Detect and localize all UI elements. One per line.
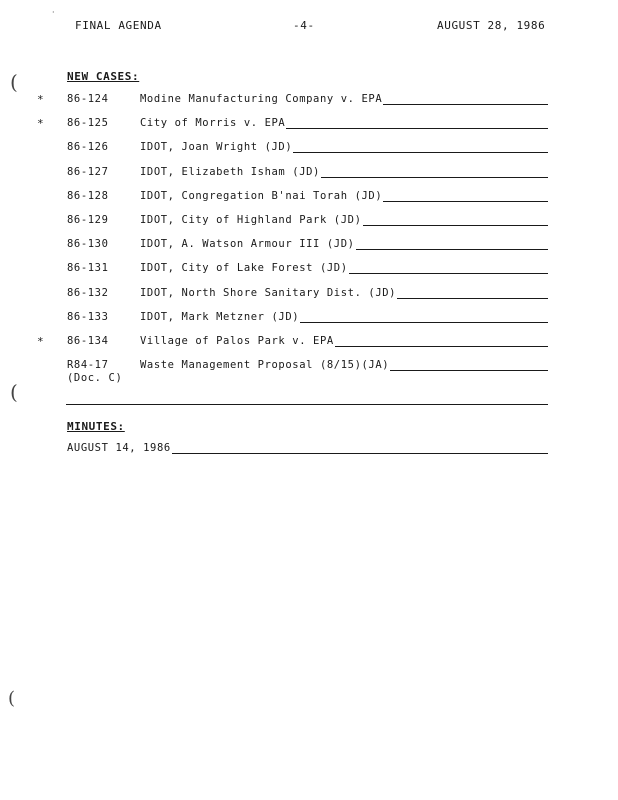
case-number-primary: 86-128 xyxy=(67,190,109,202)
fill-in-line xyxy=(286,118,548,129)
case-row xyxy=(0,311,618,331)
case-description-text: IDOT, Elizabeth Isham (JD) xyxy=(140,166,320,178)
case-number xyxy=(67,93,109,106)
case-description xyxy=(140,238,548,250)
case-number xyxy=(67,359,122,385)
case-row xyxy=(0,359,618,384)
case-row xyxy=(0,262,618,282)
case-description-text: IDOT, Mark Metzner (JD) xyxy=(140,311,300,323)
case-description-text: IDOT, North Shore Sanitary Dist. (JD) xyxy=(140,287,397,299)
case-row xyxy=(0,287,618,307)
case-description-text: IDOT, Congregation B'nai Torah (JD) xyxy=(140,190,383,202)
fill-in-line xyxy=(397,288,548,299)
fill-in-line xyxy=(335,336,548,347)
case-number xyxy=(67,335,109,348)
header-date: AUGUST 28, 1986 xyxy=(437,19,546,32)
punch-hole-mark: ( xyxy=(10,380,18,404)
fill-in-line xyxy=(383,94,548,105)
minutes-heading: MINUTES: xyxy=(67,420,125,433)
fill-in-line xyxy=(356,239,548,250)
case-description-text: Village of Palos Park v. EPA xyxy=(140,335,334,347)
section-divider xyxy=(66,404,548,405)
case-number xyxy=(67,214,109,227)
case-description-text: IDOT, Joan Wright (JD) xyxy=(140,141,293,153)
case-number-primary: 86-125 xyxy=(67,117,109,129)
fill-in-line xyxy=(363,215,549,226)
case-number xyxy=(67,190,109,203)
case-description-text: IDOT, A. Watson Armour III (JD) xyxy=(140,238,355,250)
case-description xyxy=(140,93,548,105)
case-row xyxy=(0,335,618,355)
punch-hole-mark: ( xyxy=(8,688,16,709)
case-row xyxy=(0,214,618,234)
case-description xyxy=(140,117,548,129)
case-description-text: IDOT, City of Lake Forest (JD) xyxy=(140,262,348,274)
case-number-primary: 86-132 xyxy=(67,287,109,299)
case-number-primary: 86-126 xyxy=(67,141,109,153)
case-row xyxy=(0,141,618,161)
case-number-primary: 86-130 xyxy=(67,238,109,250)
case-number-doc: (Doc. C) xyxy=(67,372,123,384)
fill-in-line xyxy=(390,360,548,371)
new-cases-heading: NEW CASES: xyxy=(67,70,140,83)
case-description xyxy=(140,166,548,178)
scan-speck: · xyxy=(52,8,55,17)
priority-asterisk: * xyxy=(37,117,45,130)
case-number xyxy=(67,287,109,300)
case-number xyxy=(67,166,109,179)
case-description xyxy=(140,262,548,274)
minutes-row xyxy=(67,442,548,454)
fill-in-line xyxy=(321,167,548,178)
case-row xyxy=(0,190,618,210)
case-row xyxy=(0,93,618,113)
case-number-primary: 86-129 xyxy=(67,214,109,226)
fill-in-line xyxy=(172,443,548,454)
fill-in-line xyxy=(349,263,548,274)
case-number-primary: 86-124 xyxy=(67,93,109,105)
case-number xyxy=(67,311,109,324)
header-left-title: FINAL AGENDA xyxy=(75,19,162,32)
fill-in-line xyxy=(293,142,548,153)
case-description xyxy=(140,287,548,299)
priority-asterisk: * xyxy=(37,335,45,348)
case-number xyxy=(67,117,109,130)
case-number-primary: 86-133 xyxy=(67,311,109,323)
case-number-primary: 86-131 xyxy=(67,262,109,274)
case-number-primary: R84-17 xyxy=(67,359,109,371)
case-row xyxy=(0,117,618,137)
case-number-primary: 86-127 xyxy=(67,166,109,178)
case-row xyxy=(0,166,618,186)
case-description-text: City of Morris v. EPA xyxy=(140,117,286,129)
case-description xyxy=(140,311,548,323)
case-description xyxy=(140,214,548,226)
case-description xyxy=(140,335,548,347)
punch-hole-mark: ( xyxy=(10,70,18,94)
case-description-text: Modine Manufacturing Company v. EPA xyxy=(140,93,383,105)
case-description xyxy=(140,190,548,202)
header-page-number: -4- xyxy=(293,19,315,32)
minutes-date: AUGUST 14, 1986 xyxy=(67,442,171,454)
case-description xyxy=(140,141,548,153)
case-row xyxy=(0,238,618,258)
case-number xyxy=(67,238,109,251)
fill-in-line xyxy=(383,191,548,202)
case-description-text: IDOT, City of Highland Park (JD) xyxy=(140,214,362,226)
priority-asterisk: * xyxy=(37,93,45,106)
case-description-text: Waste Management Proposal (8/15)(JA) xyxy=(140,359,390,371)
case-number xyxy=(67,262,109,275)
case-number xyxy=(67,141,109,154)
case-number-primary: 86-134 xyxy=(67,335,109,347)
fill-in-line xyxy=(300,312,548,323)
case-description xyxy=(140,359,548,371)
